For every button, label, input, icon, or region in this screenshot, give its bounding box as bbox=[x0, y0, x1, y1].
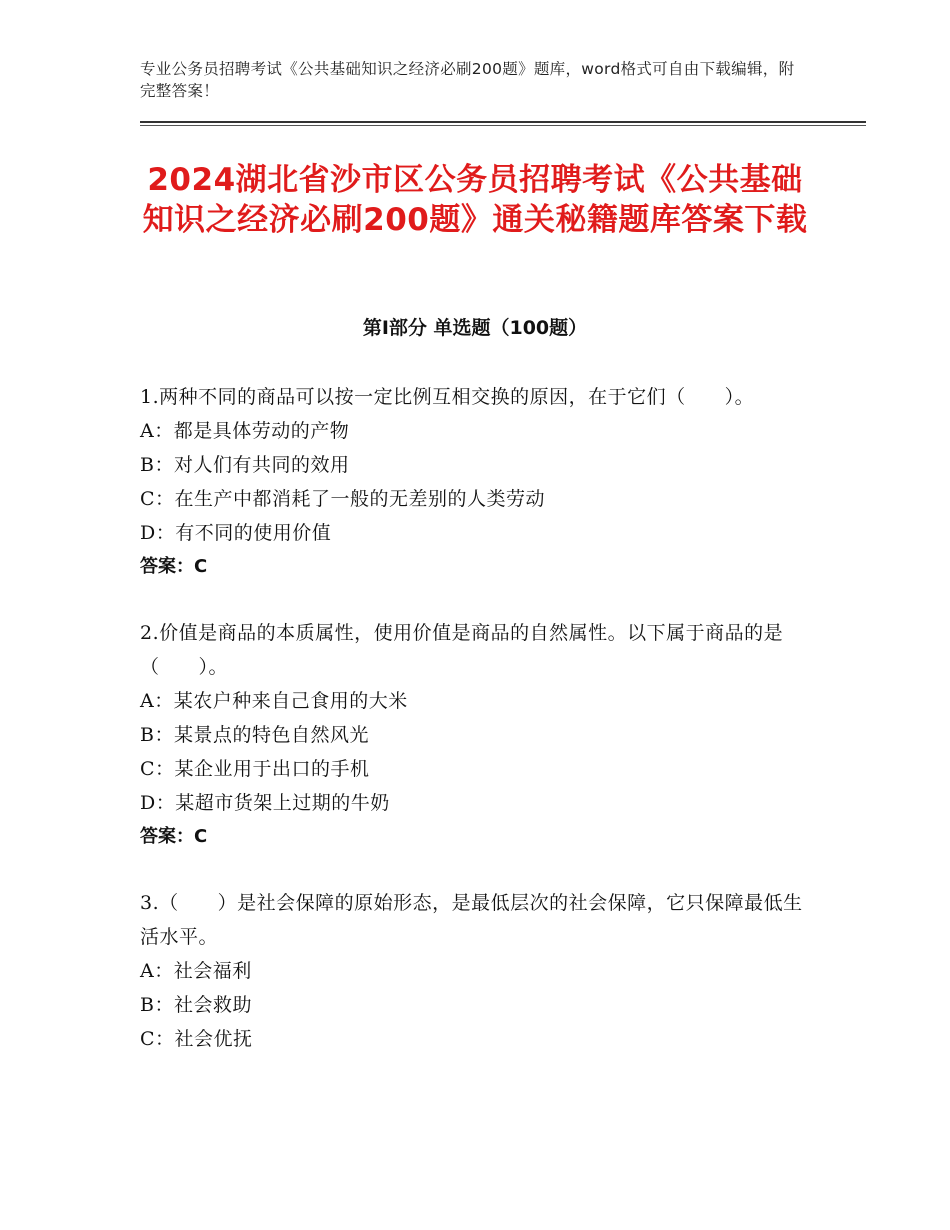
question-3 bbox=[140, 886, 810, 1056]
option-a: A：某农户种来自己食用的大米 bbox=[140, 690, 408, 712]
header-note: 专业公务员招聘考试《公共基础知识之经济必刷200题》题库，word格式可自由下载编辑，附完整答案！ bbox=[140, 60, 795, 100]
option-c: C：社会优抚 bbox=[140, 1028, 253, 1050]
option-c: C：某企业用于出口的手机 bbox=[140, 758, 370, 780]
option-a: A：社会福利 bbox=[140, 960, 252, 982]
question-stem: 1.两种不同的商品可以按一定比例互相交换的原因，在于它们（ ）。 bbox=[140, 386, 755, 408]
option-b: B：某景点的特色自然风光 bbox=[140, 724, 369, 746]
option-a: A：都是具体劳动的产物 bbox=[140, 420, 350, 442]
option-b: B：社会救助 bbox=[140, 994, 252, 1016]
option-d: D：有不同的使用价值 bbox=[140, 522, 332, 544]
answer-line: 答案：C bbox=[140, 556, 208, 577]
question-list bbox=[140, 380, 810, 1088]
section-title: 第I部分 单选题（100题） bbox=[362, 317, 588, 339]
question-stem: 2.价值是商品的本质属性，使用价值是商品的自然属性。以下属于商品的是（ ）。 bbox=[140, 622, 784, 678]
answer-line: 答案：C bbox=[140, 826, 208, 847]
document-title: 2024湖北省沙市区公务员招聘考试《公共基础知识之经济必刷200题》通关秘籍题库答案下载 bbox=[142, 162, 808, 238]
header-divider-thin bbox=[140, 125, 866, 126]
question-1 bbox=[140, 380, 810, 584]
option-b: B：对人们有共同的效用 bbox=[140, 454, 350, 476]
option-d: D：某超市货架上过期的牛奶 bbox=[140, 792, 390, 814]
question-stem: 3.（ ）是社会保障的原始形态，是最低层次的社会保障，它只保障最低生活水平。 bbox=[140, 892, 803, 948]
question-2 bbox=[140, 616, 810, 854]
option-c: C：在生产中都消耗了一般的无差别的人类劳动 bbox=[140, 488, 546, 510]
header-divider-thick bbox=[140, 121, 866, 123]
